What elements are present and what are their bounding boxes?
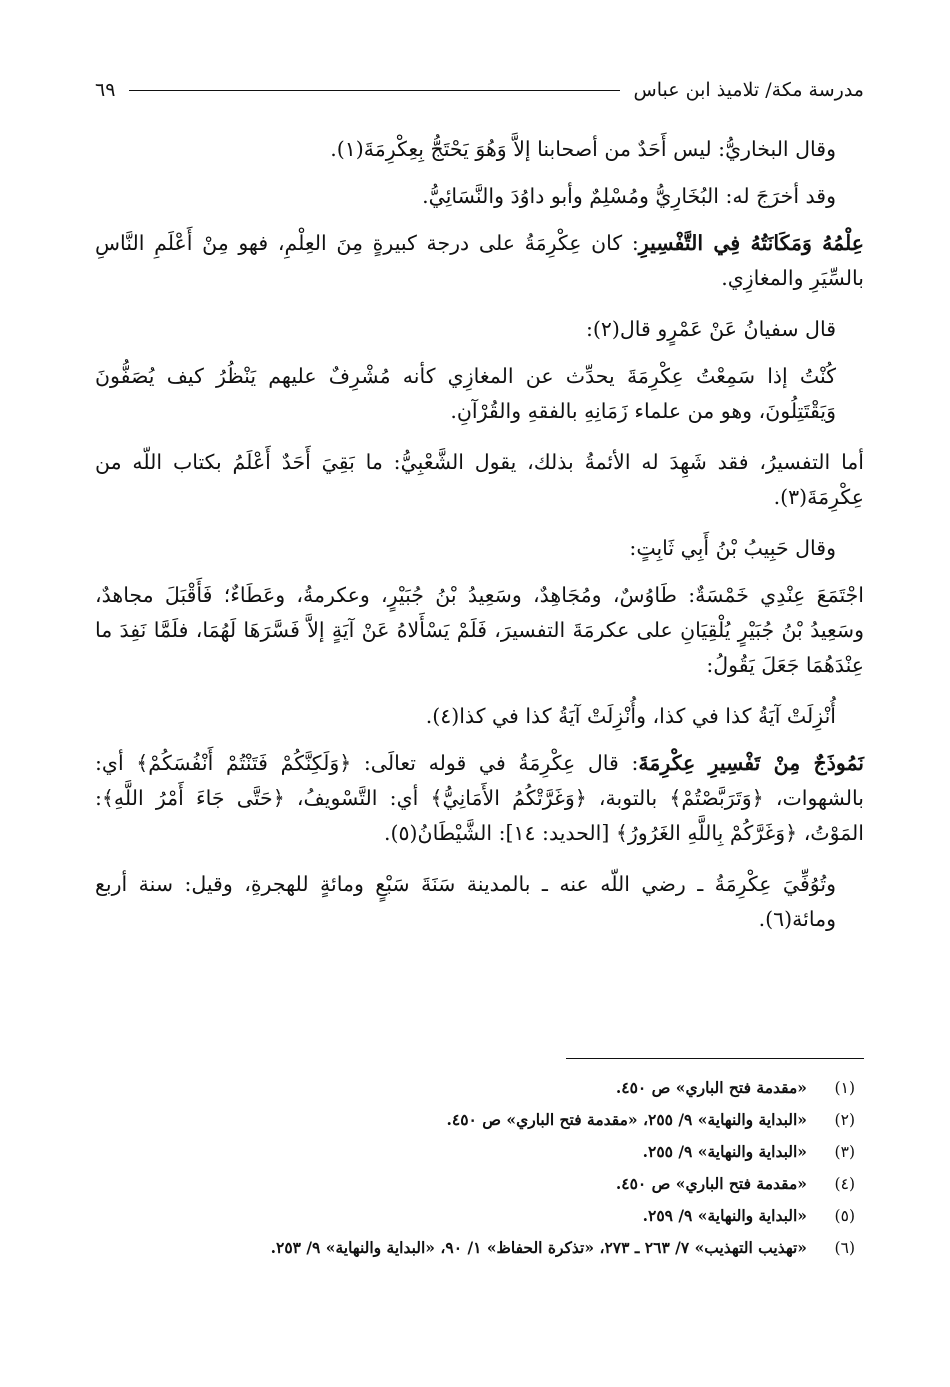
paragraph: كُنْتُ إذا سَمِعْتُ عِكْرِمَةَ يحدِّث عن المغازِي كأنه مُشْرِفٌ عليهم يَنْظُرُ كيف يُصَفُّونَ وَيَقْتَتِلُونَ، وهو من علماء زَمَانِهِ بالفقهِ والقُرْآنِ. — [95, 364, 836, 423]
paragraph: وقد أخرَجَ له: البُخَارِيُّ ومُسْلِمٌ وأبو داوُدَ والنَّسَائِيُّ. — [422, 184, 836, 208]
paragraph: وقال البخاريُّ: ليس أَحَدٌ من أصحابنا إلاَّ وَهُوَ يَحْتَجُّ بِعِكْرِمَةَ(١). — [330, 137, 836, 161]
footnote-number: (٤) — [834, 1175, 855, 1193]
footnote — [100, 1104, 855, 1136]
paragraph: قال سفيانُ عَنْ عَمْرٍو قال(٢): — [585, 317, 836, 341]
running-title: مدرسة مكة/ تلاميذ ابن عباس — [633, 79, 864, 101]
paragraph: اجْتَمَعَ عِنْدِي خَمْسَةٌ: طَاوُسٌ، ومُجَاهِدٌ، وسَعِيدُ بْنُ جُبَيْرٍ، وعكرمةُ، وعَطَاءٌ؛ فَأَقْبَلَ مجاهدٌ، وسَعِيدُ بْنُ جُبَيْرٍ يُلْقِيَانِ على عكرمَةَ التفسيرَ، فَلَمْ يَسْأَلاهُ عَنْ آيَةٍ إلاَّ فَسَّرَهَا لَهُمَا، فلَمَّا نَفِدَ ما عِنْدَهُمَا جَعَلَ يَقُولُ: — [95, 583, 864, 677]
footnote — [100, 1136, 855, 1168]
paragraph-example — [95, 746, 864, 851]
footnote-number: (٣) — [834, 1143, 855, 1161]
footnote-text: «مقدمة فتح الباري» ص ٤٥٠. — [615, 1078, 807, 1097]
section-heading: نَمُوذَجٌ مِنْ تَفْسِيرِ عِكْرِمَةَ — [638, 751, 864, 775]
page — [95, 70, 864, 953]
body-text — [95, 132, 864, 937]
footnote-number: (٥) — [834, 1207, 855, 1225]
footnote-text: «البداية والنهاية» ٩/ ٢٥٥. — [642, 1142, 807, 1161]
footnote — [100, 1168, 855, 1200]
footnote — [100, 1072, 855, 1104]
paragraph: أما التفسيرُ، فقد شَهِدَ له الأئمةُ بذلك، يقول الشَّعْبِيُّ: ما بَقِيَ أَحَدٌ أَعْلَمُ بكتاب اللّه من عِكْرِمَةَ(٣). — [95, 450, 864, 509]
paragraph: أُنْزِلَتْ آيَةُ كذا في كذا، وأُنْزِلَتْ آيَةُ كذا في كذا(٤). — [425, 704, 836, 728]
paragraph: وقال حَبِيبُ بْنُ أَبِي ثَابِتٍ: — [629, 536, 836, 560]
footnote-number: (٢) — [834, 1111, 855, 1129]
paragraph: وتُوُفِّيَ عِكْرِمَةُ ـ رضي اللّه عنه ـ بالمدينة سَنَةَ سَبْعٍ ومائةٍ للهجرةِ، وقيل: سنة أربع ومائة(٦). — [95, 872, 836, 931]
paragraph-knowledge — [95, 226, 864, 296]
footnote-separator — [566, 1058, 864, 1059]
footnote — [100, 1200, 855, 1232]
header-rule — [129, 90, 619, 91]
section-heading: عِلْمُهُ وَمَكَانَتُهُ فِي التَّفْسِيرِ — [638, 231, 864, 255]
paragraph-text: : قال عِكْرِمَةُ في قوله تعالَى: ﴿وَلَكِنَّكُمْ فَتَنْتُمْ أَنْفُسَكُمْ﴾ أي: بالشهوات، ﴿وَتَرَبَّصْتُمْ﴾ بالتوبة، ﴿وَغَرَّتْكُمُ الأَمَانِيُّ﴾ أي: التَّسْويفُ، ﴿حَتَّى جَاءَ أَمْرُ اللَّهِ﴾: المَوْتُ، ﴿وَغَرَّكُمْ بِاللَّهِ الغَرُورُ﴾ [الحديد: ١٤]: الشَّيْطَانُ(٥). — [95, 751, 864, 845]
footnote-number: (١) — [834, 1079, 855, 1097]
paragraph-text: : كان عِكْرِمَةُ على درجة كبيرةٍ مِنَ العِلْمِ، فهو مِنْ أَعْلَمِ النَّاسِ بالسِّيَرِ والمغازِي. — [95, 231, 864, 290]
footnote-number: (٦) — [834, 1239, 855, 1257]
footnote-text: «تهذيب التهذيب» ٧/ ٢٦٣ ـ ٢٧٣، «تذكرة الحفاظ» ١/ ٩٠، «البداية والنهاية» ٩/ ٢٥٣. — [270, 1238, 807, 1257]
footnote-text: «البداية والنهاية» ٩/ ٢٥٩. — [642, 1206, 807, 1225]
page-header — [95, 70, 864, 110]
page-number: ٦٩ — [95, 79, 116, 101]
footnote — [100, 1232, 855, 1264]
footnotes — [100, 1072, 855, 1264]
footnote-text: «مقدمة فتح الباري» ص ٤٥٠. — [615, 1174, 807, 1193]
footnote-text: «البداية والنهاية» ٩/ ٢٥٥، «مقدمة فتح الباري» ص ٤٥٠. — [446, 1110, 807, 1129]
